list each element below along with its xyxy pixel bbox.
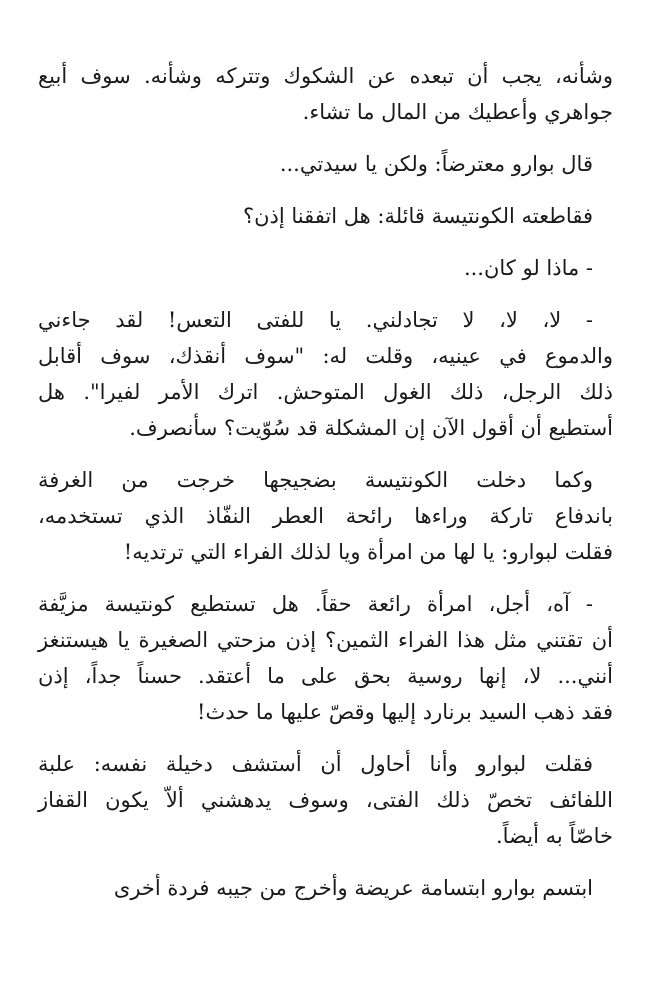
text-line: - آه، أجل، امرأة رائعة حقاً. هل تستطيع كونتيسة مزيَّفة — [38, 592, 593, 616]
text-line: فقاطعته الكونتيسة قائلة: هل اتفقنا إذن؟ — [242, 204, 593, 228]
paragraph-7 — [38, 586, 613, 730]
paragraph-4 — [38, 250, 613, 286]
text-line: باندفاع تاركة وراءها رائحة العطر النفّاذ الذي تستخدمه، — [38, 504, 613, 528]
text-line: أنني... لا، إنها روسية بحق على ما أعتقد. حسناً جداً، إذن — [38, 664, 613, 688]
paragraph-9 — [38, 870, 613, 906]
text-line: أن تقتني مثل هذا الفراء الثمين؟ إذن مزحتي الصغيرة يا هيستنغز — [38, 628, 613, 652]
paragraph-3 — [38, 198, 613, 234]
text-line: قال بوارو معترضاً: ولكن يا سيدتي... — [279, 152, 593, 176]
text-line: خاصّاً به أيضاً. — [495, 824, 613, 848]
text-line: فقد ذهب السيد برنارد إليها وقصّ عليها ما حدث! — [197, 700, 613, 724]
text-line: جواهري وأعطيك من المال ما تشاء. — [302, 100, 613, 124]
paragraph-6 — [38, 462, 613, 570]
paragraph-5 — [38, 302, 613, 446]
paragraph-1 — [38, 58, 613, 130]
text-line: ابتسم بوارو ابتسامة عريضة وأخرج من جيبه فردة أخرى — [113, 876, 593, 900]
text-line: وشأنه، يجب أن تبعده عن الشكوك وتتركه وشأنه. سوف أبيع — [38, 64, 613, 88]
text-line: فقلت لبوارو: يا لها من امرأة ويا لذلك الفراء التي ترتديه! — [123, 540, 613, 564]
text-line: والدموع في عينيه، وقلت له: "سوف أنقذك، سوف أقابل — [38, 344, 613, 368]
text-line: أستطيع أن أقول الآن إن المشكلة قد سُوّيت؟ سأنصرف. — [129, 416, 613, 440]
text-line: اللفائف تخصّ ذلك الفتى، وسوف يدهشني ألاّ يكون القفاز — [38, 788, 613, 812]
text-line: ذلك الرجل، ذلك الغول المتوحش. اترك الأمر لفيرا". هل — [38, 380, 613, 404]
text-line: وكما دخلت الكونتيسة بضجيجها خرجت من الغرفة — [38, 468, 593, 492]
text-line: فقلت لبوارو وأنا أحاول أن أستشف دخيلة نفسه: علبة — [38, 752, 593, 776]
text-line: - لا، لا، لا تجادلني. يا للفتى التعس! لقد جاءني — [38, 308, 593, 332]
text-line: - ماذا لو كان... — [463, 256, 593, 280]
paragraph-8 — [38, 746, 613, 854]
paragraph-2 — [38, 146, 613, 182]
